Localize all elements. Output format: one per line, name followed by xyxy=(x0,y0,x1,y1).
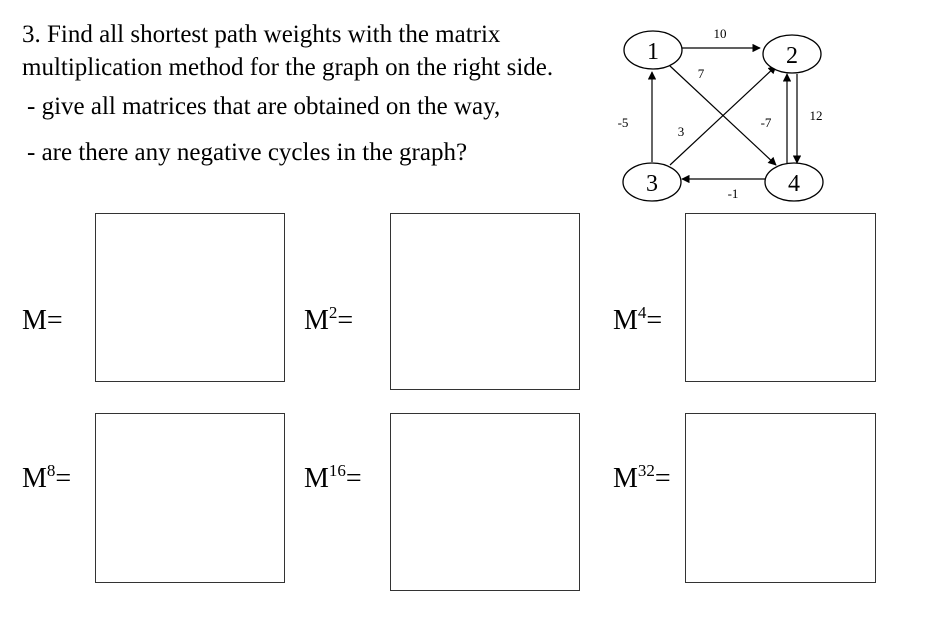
question-bullet-1: - give all matrices that are obtained on the way, xyxy=(27,93,501,120)
matrix-label-m2: $M^2=$ xyxy=(304,303,354,336)
weight-3-to-1: -5 xyxy=(617,115,629,130)
weight-2-to-4: 12 xyxy=(809,108,823,123)
node-4 xyxy=(765,163,823,201)
matrix-label-m4: $M^4=$ xyxy=(613,303,663,336)
weight-3-to-2: 3 xyxy=(677,124,685,139)
matrix-label-m32: $M^{32}=$ xyxy=(613,461,671,494)
matrix-label-m: M= xyxy=(22,305,63,336)
question-line-1: 3. Find all shortest path weights with the matrix xyxy=(22,21,501,48)
svg-text:3: 3 xyxy=(646,171,658,197)
question-line-2: multiplication method for the graph on the right side. xyxy=(22,54,554,81)
matrix-answer-box-m32[interactable] xyxy=(685,413,876,583)
svg-text:1: 1 xyxy=(647,39,659,65)
question-bullet-2: - are there any negative cycles in the graph? xyxy=(27,139,468,166)
node-1 xyxy=(624,31,682,69)
weight-4-to-3: -1 xyxy=(727,186,739,201)
matrix-answer-box-m8[interactable] xyxy=(95,413,285,583)
directed-graph xyxy=(600,10,840,210)
node-3 xyxy=(623,163,681,201)
svg-text:2: 2 xyxy=(786,43,798,69)
svg-text:4: 4 xyxy=(788,171,800,197)
weight-4-to-2: -7 xyxy=(760,115,772,130)
weight-1-to-4: 7 xyxy=(697,66,705,81)
matrix-answer-box-m16[interactable] xyxy=(390,413,580,591)
weight-1-to-2: 10 xyxy=(713,26,727,41)
matrix-label-m8: $M^8=$ xyxy=(22,461,72,494)
matrix-answer-box-m4[interactable] xyxy=(685,213,876,382)
matrix-answer-box-m2[interactable] xyxy=(390,213,580,390)
matrix-answer-box-m[interactable] xyxy=(95,213,285,382)
matrix-label-m16: $M^{16}=$ xyxy=(304,461,362,494)
node-2 xyxy=(763,35,821,73)
